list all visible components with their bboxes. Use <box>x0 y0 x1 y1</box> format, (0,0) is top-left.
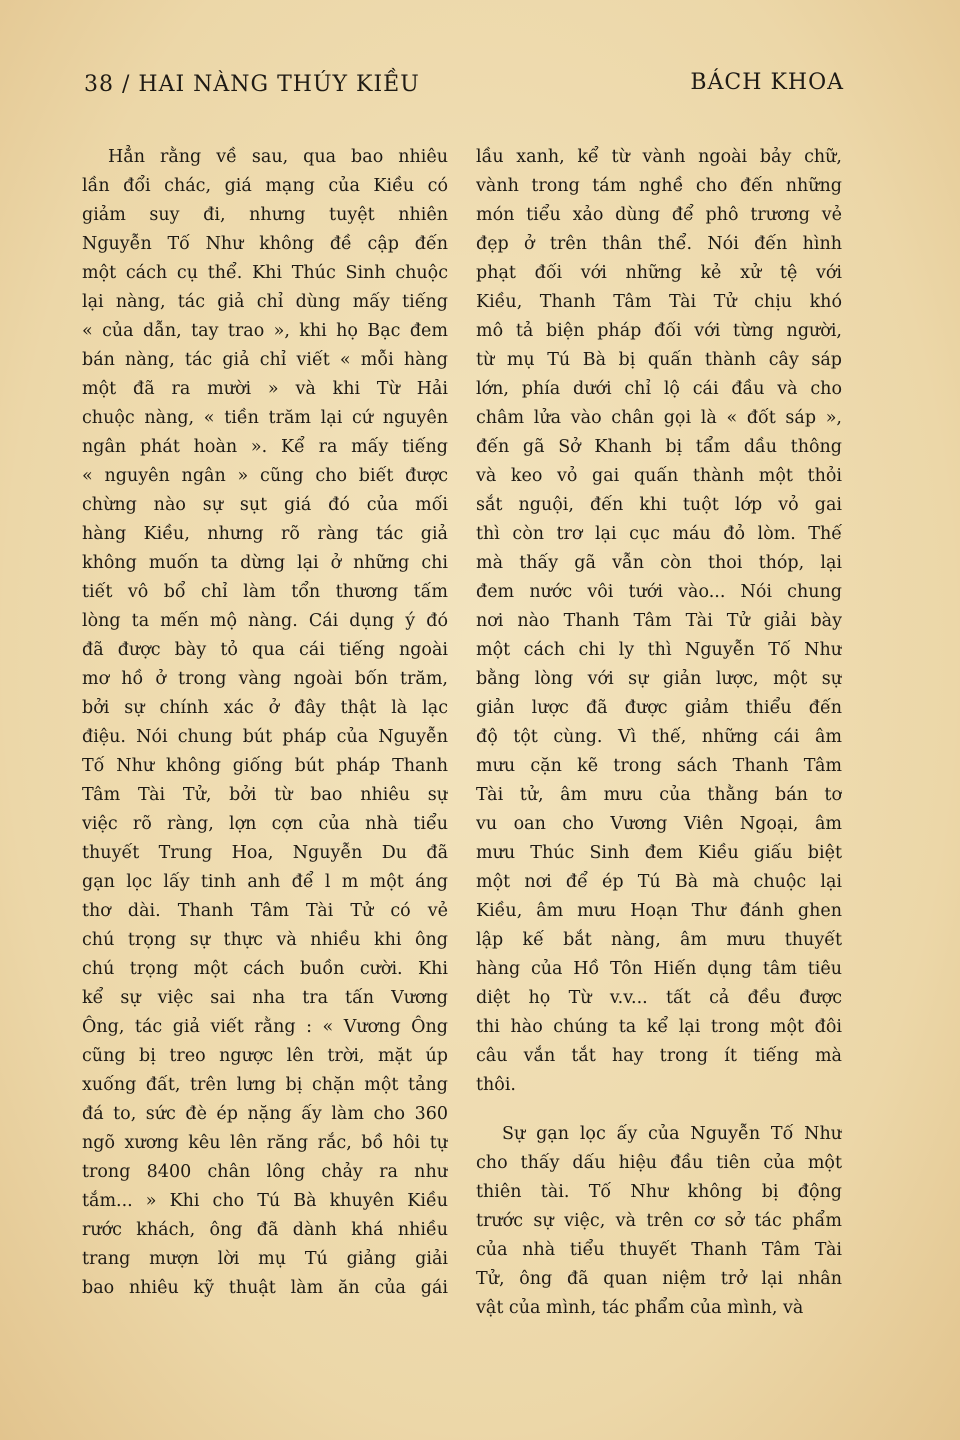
text-line: món tiểu xảo dùng để phô trương vẻ <box>476 205 842 225</box>
text-line: không muốn ta dừng lại ở những chi <box>82 553 448 573</box>
text-line: mô tả biện pháp đối với từng người, <box>476 321 842 341</box>
text-line: vành trong tám nghề cho đến những <box>476 176 842 196</box>
paragraph <box>476 143 842 1100</box>
text-line: vật của mình, tác phẩm của mình, và <box>476 1298 804 1318</box>
text-line: Tâm Tài Tử, bởi từ bao nhiêu sự <box>82 785 448 805</box>
text-line: mơ hồ ở trong vàng ngoài bốn trăm, <box>82 669 448 689</box>
text-line: thôi. <box>476 1075 516 1095</box>
text-line: giản lược đã được giảm thiểu đến <box>476 698 842 718</box>
text-line: mưu cặn kẽ trong sách Thanh Tâm <box>476 756 842 776</box>
text-line: châm lửa vào chân gọi là « đốt sáp », <box>476 408 842 428</box>
text-line: mưu Thúc Sinh đem Kiều giấu biệt <box>476 843 842 863</box>
text-line: Ông, tác giả viết rằng : « Vương Ông <box>82 1017 448 1037</box>
text-line: việc rõ ràng, lợn cợn của nhà tiểu <box>82 814 448 834</box>
text-line: chú trọng sự thực và nhiều khi ông <box>82 930 448 950</box>
text-line: rước khách, ông đã dành khá nhiều <box>82 1220 448 1240</box>
text-line: nơi nào Thanh Tâm Tài Tử giải bày <box>476 611 842 631</box>
text-line: mà thấy gã vẫn còn thoi thóp, lại <box>476 553 842 573</box>
text-line: thuyết Trung Hoa, Nguyễn Du đã <box>82 843 448 863</box>
text-line: đến gã Sở Khanh bị tẩm dầu thông <box>476 437 842 457</box>
right-column <box>476 143 842 1323</box>
text-line: kể sự việc sai nha tra tấn Vương <box>82 988 448 1008</box>
text-line: chuộc nàng, « tiền trăm lại cứ nguyên <box>82 408 448 428</box>
text-line: Tố Như không giống bút pháp Thanh <box>82 756 448 776</box>
text-line: Hẳn rằng về sau, qua bao nhiêu <box>108 147 448 167</box>
text-line: lập kế bắt nàng, âm mưu thuyết <box>476 930 842 950</box>
text-line: thi hào chúng ta kể lại trong một đôi <box>476 1017 842 1037</box>
text-line: điệu. Nói chung bút pháp của Nguyễn <box>82 727 448 747</box>
text-line: lòng ta mến mộ nàng. Cái dụng ý đó <box>82 611 448 631</box>
text-line: một nơi để ép Tú Bà mà chuộc lại <box>476 872 842 892</box>
text-line: và keo vỏ gai quấn thành một thỏi <box>476 466 842 486</box>
text-line: diệt họ Từ v.v... tất cả đều được <box>476 988 842 1008</box>
text-line: bao nhiêu kỹ thuật làm ăn của gái <box>82 1278 448 1298</box>
text-line: Tài tử, âm mưu của thằng bán tơ <box>476 785 842 805</box>
text-line: lớn, phía dưới chỉ lộ cái đầu và cho <box>476 379 842 399</box>
running-header-left: 38 / HAI NÀNG THÚY KIỀU <box>84 72 420 97</box>
text-line: cho thấy dấu hiệu đầu tiên của một <box>476 1153 842 1173</box>
text-line: tiết vô bổ chỉ làm tổn thương tấm <box>82 582 448 602</box>
text-line: gạn lọc lấy tinh anh để l m một áng <box>82 872 448 892</box>
text-line: phạt đối với những kẻ xử tệ với <box>476 263 842 283</box>
text-line: Kiều, Thanh Tâm Tài Tử chịu khó <box>476 292 842 312</box>
text-line: « của dẫn, tay trao », khi họ Bạc đem <box>82 321 448 341</box>
text-line: Kiều, âm mưu Hoạn Thư đánh ghen <box>476 901 842 921</box>
text-line: lầu xanh, kể từ vành ngoài bảy chữ, <box>476 147 842 167</box>
text-line: Sự gạn lọc ấy của Nguyễn Tố Như <box>502 1124 842 1144</box>
text-line: bởi sự chính xác ở đây thật là lạc <box>82 698 448 718</box>
text-line: đem nước vôi tưới vào... Nói chung <box>476 582 842 602</box>
text-line: chú trọng một cách buồn cười. Khi <box>82 959 448 979</box>
text-line: thiên tài. Tố Như không bị động <box>476 1182 842 1202</box>
text-line: giảm suy đi, nhưng tuyệt nhiên <box>82 205 448 225</box>
paragraph-gap <box>476 1100 842 1120</box>
text-line: « nguyên ngân » cũng cho biết được <box>82 466 448 486</box>
text-line: một cách chi ly thì Nguyễn Tố Như <box>476 640 842 660</box>
text-line: tắm... » Khi cho Tú Bà khuyên Kiều <box>82 1191 448 1211</box>
text-line: bán nàng, tác giả chỉ viết « mỗi hàng <box>82 350 448 370</box>
text-line: Nguyễn Tố Như không đề cập đến <box>82 234 448 254</box>
text-line: bằng lòng với sự giản lược, một sự <box>476 669 842 689</box>
text-line: đã được bày tỏ qua cái tiếng ngoài <box>82 640 448 660</box>
left-column <box>82 143 448 1303</box>
text-line: của nhà tiểu thuyết Thanh Tâm Tài <box>476 1240 842 1260</box>
text-line: đá to, sức đè ép nặng ấy làm cho 360 <box>82 1104 448 1124</box>
text-line: trong 8400 chân lông chảy ra như <box>82 1162 448 1182</box>
text-line: hàng Kiều, nhưng rõ ràng tác giả <box>82 524 448 544</box>
text-line: hàng của Hồ Tôn Hiến dụng tâm tiêu <box>476 959 842 979</box>
text-line: đẹp ở trên thân thể. Nói đến hình <box>476 234 842 254</box>
text-line: thơ dài. Thanh Tâm Tài Tử có vẻ <box>82 901 448 921</box>
text-line: thì còn trơ lại cục máu đỏ lòm. Thế <box>476 524 842 544</box>
text-line: ngân phát hoàn ». Kể ra mấy tiếng <box>82 437 448 457</box>
text-line: từ mụ Tú Bà bị quấn thành cây sáp <box>476 350 842 370</box>
text-line: câu vắn tắt hay trong ít tiếng mà <box>476 1046 842 1066</box>
text-line: lần đổi chác, giá mạng của Kiều có <box>82 176 448 196</box>
text-line: một đã ra mười » và khi Từ Hải <box>82 379 448 399</box>
running-header-right: BÁCH KHOA <box>690 70 844 95</box>
text-line: vu oan cho Vương Viên Ngoại, âm <box>476 814 842 834</box>
paragraph <box>476 1120 842 1323</box>
text-line: sắt nguội, đến khi tuột lớp vỏ gai <box>476 495 842 515</box>
text-line: chừng nào sự sụt giá đó của mối <box>82 495 448 515</box>
text-line: độ tột cùng. Vì thế, những cái âm <box>476 727 842 747</box>
text-line: trước sự việc, và trên cơ sở tác phẩm <box>476 1211 842 1231</box>
text-line: lại nàng, tác giả chỉ dùng mấy tiếng <box>82 292 448 312</box>
text-line: cũng bị treo ngược lên trời, mặt úp <box>82 1046 448 1066</box>
text-line: Tử, ông đã quan niệm trở lại nhân <box>476 1269 842 1289</box>
text-line: trang mượn lời mụ Tú giảng giải <box>82 1249 448 1269</box>
text-line: xuống đất, trên lưng bị chặn một tảng <box>82 1075 448 1095</box>
text-line: ngõ xương kêu lên răng rắc, bồ hôi tự <box>82 1133 448 1153</box>
text-line: một cách cụ thể. Khi Thúc Sinh chuộc <box>82 263 448 283</box>
